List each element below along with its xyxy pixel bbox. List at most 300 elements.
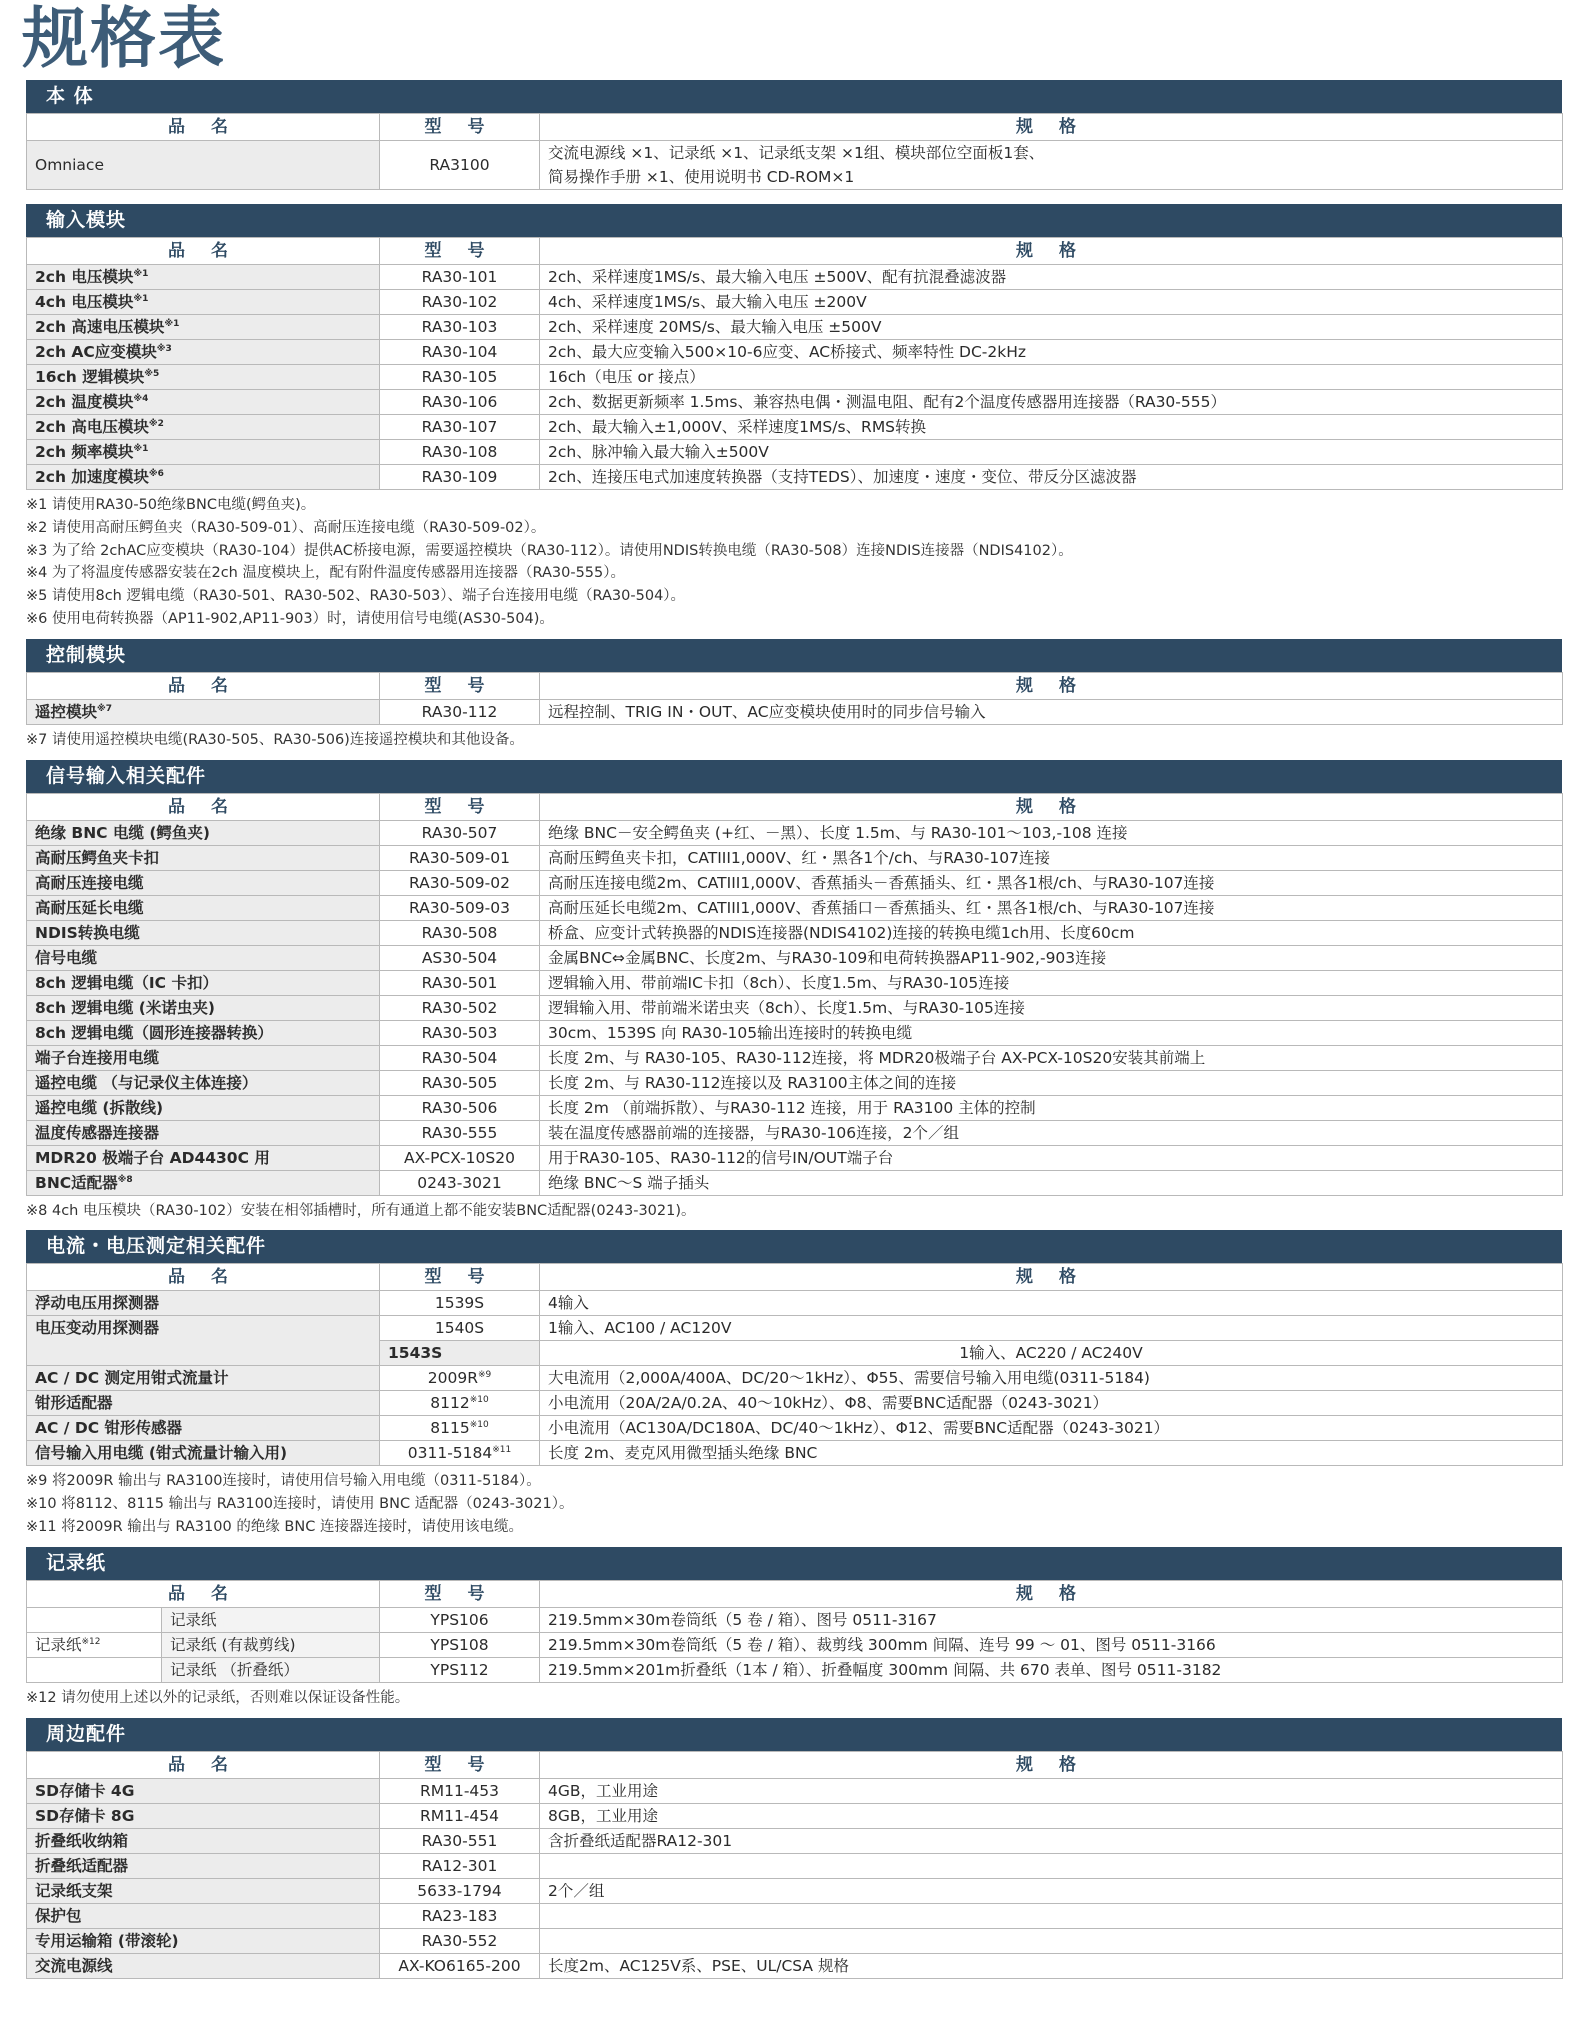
- footnotes: [26, 725, 1562, 760]
- product-model: RA30-103: [380, 315, 540, 340]
- product-name: [27, 1045, 380, 1070]
- product-model: [380, 1441, 540, 1466]
- product-spec: 219.5mm×30m卷筒纸（5 卷 / 箱）、图号 0511-3167: [540, 1607, 1563, 1632]
- product-name-text: MDR20 极端子台 AD4430C 用: [35, 1148, 270, 1167]
- product-name: [27, 1120, 380, 1145]
- footnote-mark: ※11: [492, 1445, 512, 1456]
- table-row: [27, 845, 1563, 870]
- product-name-text: 2ch 温度模块: [35, 393, 134, 411]
- product-spec: 16ch（电压 or 接点）: [540, 365, 1563, 390]
- product-name: [27, 920, 380, 945]
- table-row: [27, 1828, 1563, 1853]
- product-name-text: 保护包: [35, 1906, 82, 1925]
- product-spec: 219.5mm×201m折叠纸（1本 / 箱）、折叠幅度 300mm 间隔、共 670 表单、图号 0511-3182: [540, 1657, 1563, 1682]
- footnote-mark: ※1: [133, 443, 149, 454]
- header-name: 品 名: [27, 672, 380, 699]
- product-model: 5633-1794: [380, 1878, 540, 1903]
- product-model: RA30-506: [380, 1095, 540, 1120]
- section-title: 本 体: [26, 80, 1562, 113]
- product-model: RA30-105: [380, 365, 540, 390]
- footnotes: [26, 1466, 1562, 1546]
- product-spec: 2ch、采样速度 20MS/s、最大输入电压 ±500V: [540, 315, 1563, 340]
- table-row: [27, 1316, 1563, 1341]
- spec-line: 简易操作手册 ×1、使用说明书 CD-ROM×1: [548, 168, 855, 186]
- footnote: ※1 请使用RA30-50绝缘BNC电缆(鳄鱼夹)。: [26, 497, 316, 513]
- header-row: [27, 114, 1563, 141]
- header-name: 品 名: [27, 1751, 380, 1778]
- product-name-text: 记录纸支架: [35, 1881, 113, 1900]
- product-spec: [540, 1853, 1563, 1878]
- section-signal: [26, 760, 1562, 1231]
- section-peripheral: [26, 1718, 1562, 1979]
- table-row: [27, 1607, 1563, 1632]
- product-name-text: 端子台连接用电缆: [35, 1048, 160, 1067]
- product-spec: 远程控制、TRIG IN・OUT、AC应变模块使用时的同步信号输入: [540, 699, 1563, 724]
- product-name: [27, 1145, 380, 1170]
- product-name-text: SD存储卡 4G: [35, 1781, 135, 1800]
- product-spec: 4GB，工业用途: [540, 1778, 1563, 1803]
- table-row: [27, 699, 1563, 724]
- table-row: [27, 870, 1563, 895]
- product-spec: 桥盒、应变计式转换器的NDIS连接器(NDIS4102)连接的转换电缆1ch用、长度60cm: [540, 920, 1563, 945]
- footnote-mark: ※2: [148, 418, 164, 429]
- table-row: [27, 1928, 1563, 1953]
- product-name-text: SD存储卡 8G: [35, 1806, 135, 1825]
- product-model: RA30-101: [380, 265, 540, 290]
- header-model: 型 号: [380, 793, 540, 820]
- product-name: [27, 440, 380, 465]
- product-spec: 绝缘 BNC－安全鳄鱼夹 (+红、－黑）、长度 1.5m、与 RA30-101～103,-108 连接: [540, 820, 1563, 845]
- footnote: ※4 为了将温度传感器安装在2ch 温度模块上，配有附件温度传感器用连接器（RA30-555）。: [26, 565, 625, 582]
- product-name-text: 遥控电缆 （与记录仪主体连接）: [35, 1073, 258, 1092]
- product-model: 0243-3021: [380, 1170, 540, 1195]
- product-model: RA30-509-03: [380, 895, 540, 920]
- header-name: 品 名: [27, 1264, 380, 1291]
- product-spec: 高耐压连接电缆2m、CATIII1,000V、香蕉插头－香蕉插头、红・黑各1根/ch、与RA30-107连接: [540, 870, 1563, 895]
- product-spec: 1输入、AC220 / AC240V: [540, 1341, 1563, 1366]
- header-row: [27, 1264, 1563, 1291]
- product-name: [27, 1316, 380, 1366]
- page-title: 规格表: [22, 0, 226, 77]
- table-row: [27, 1045, 1563, 1070]
- product-name: [27, 315, 380, 340]
- product-name: [27, 945, 380, 970]
- footnote-mark: ※9: [477, 1370, 492, 1381]
- product-name: [27, 1903, 380, 1928]
- section-title: 记录纸: [26, 1547, 1562, 1580]
- product-model-text: 0311-5184: [407, 1444, 493, 1463]
- product-model: RA30-502: [380, 995, 540, 1020]
- product-model: AS30-504: [380, 945, 540, 970]
- product-name: [27, 1928, 380, 1953]
- product-model: [380, 1391, 540, 1416]
- table-row: [27, 1803, 1563, 1828]
- product-model: RA23-183: [380, 1903, 540, 1928]
- product-model: [380, 1316, 540, 1341]
- section-title: 信号输入相关配件: [26, 760, 1562, 793]
- table-row: [27, 1416, 1563, 1441]
- product-model: AX-KO6165-200: [380, 1953, 540, 1978]
- product-name: [27, 1366, 380, 1391]
- header-name: 品 名: [27, 793, 380, 820]
- product-model: RA30-552: [380, 1928, 540, 1953]
- footnote: ※5 请使用8ch 逻辑电缆（RA30-501、RA30-502、RA30-503）、端子台连接用电缆（RA30-504）。: [26, 588, 686, 605]
- header-model: 型 号: [380, 114, 540, 141]
- product-name-text: 8ch 逻辑电缆 (米诺虫夹): [35, 998, 215, 1017]
- product-name: [27, 390, 380, 415]
- product-name: [27, 970, 380, 995]
- footnote-mark: ※1: [133, 293, 149, 304]
- product-name-text: 8ch 逻辑电缆（IC 卡扣）: [35, 973, 218, 992]
- spec-table: [26, 1751, 1563, 1979]
- product-name-text: 16ch 逻辑模块: [35, 368, 145, 386]
- table-row: [27, 1145, 1563, 1170]
- header-spec: 规 格: [540, 114, 1563, 141]
- table-row: [27, 820, 1563, 845]
- product-name-text: 2ch AC应变模块: [35, 343, 157, 361]
- product-spec: 逻辑输入用、带前端米诺虫夹（8ch）、长度1.5m、与RA30-105连接: [540, 995, 1563, 1020]
- spec-table: [26, 237, 1563, 490]
- footnote: ※2 请使用高耐压鳄鱼夹（RA30-509-01）、高耐压连接电缆（RA30-509-02）。: [26, 519, 546, 536]
- product-model: RA30-504: [380, 1045, 540, 1070]
- product-name-text: AC / DC 测定用钳式流量计: [35, 1369, 229, 1388]
- table-row: [27, 895, 1563, 920]
- product-name-text: 高耐压连接电缆: [35, 873, 144, 892]
- product-spec: 长度 2m、与 RA30-105、RA30-112连接，将 MDR20极端子台 AX-PCX-10S20安装其前端上: [540, 1045, 1563, 1070]
- header-spec: 规 格: [540, 793, 1563, 820]
- product-model: [380, 1366, 540, 1391]
- product-name: [27, 1778, 380, 1803]
- product-spec: 小电流用（AC130A/DC180A、DC/40～1kHz）、Φ12、需要BNC适配器（0243-3021）: [540, 1416, 1563, 1441]
- table-row: [27, 1953, 1563, 1978]
- product-model: RA30-106: [380, 390, 540, 415]
- product-name-text: 2ch 加速度模块: [35, 468, 149, 486]
- product-name: [27, 265, 380, 290]
- product-model: RA30-107: [380, 415, 540, 440]
- table-row: [27, 920, 1563, 945]
- product-model: RA30-503: [380, 1020, 540, 1045]
- table-row: [27, 365, 1563, 390]
- footnote-mark: ※1: [164, 318, 180, 329]
- table-row: [27, 1291, 1563, 1316]
- product-spec: 高耐压鳄鱼夹卡扣，CATIII1,000V、红・黑各1个/ch、与RA30-107连接: [540, 845, 1563, 870]
- product-model: AX-PCX-10S20: [380, 1145, 540, 1170]
- table-row: [27, 1903, 1563, 1928]
- product-model: RA30-109: [380, 465, 540, 490]
- product-name-text: 8ch 逻辑电缆（圆形连接器转换）: [35, 1023, 273, 1042]
- product-name-text: 钳形适配器: [35, 1394, 113, 1413]
- table-row: [27, 995, 1563, 1020]
- product-model-text: 8112: [430, 1394, 470, 1413]
- product-name: [27, 699, 380, 724]
- table-row: [27, 141, 1563, 190]
- product-spec: 逻辑输入用、带前端IC卡扣（8ch）、长度1.5m、与RA30-105连接: [540, 970, 1563, 995]
- product-name: [27, 1170, 380, 1195]
- header-name: 品 名: [27, 238, 380, 265]
- product-spec: 长度2m、AC125V系、PSE、UL/CSA 规格: [540, 1953, 1563, 1978]
- header-model: 型 号: [380, 238, 540, 265]
- product-spec: 2个／组: [540, 1878, 1563, 1903]
- product-spec: 1输入、AC100 / AC120V: [540, 1316, 1563, 1341]
- paper-group-name: 记录纸: [35, 1635, 82, 1654]
- product-name: 记录纸 （折叠纸）: [162, 1658, 379, 1682]
- product-name-text: AC / DC 钳形传感器: [35, 1419, 182, 1438]
- product-name-text: 遥控电缆 (拆散线): [35, 1098, 164, 1117]
- header-name: 品 名: [27, 1580, 380, 1607]
- product-name: [27, 1095, 380, 1120]
- product-name: Omniace: [27, 141, 380, 190]
- product-name-text: 专用运输箱 (带滚轮): [35, 1931, 179, 1950]
- table-row: [27, 1878, 1563, 1903]
- section-title: 周边配件: [26, 1718, 1562, 1751]
- product-spec: 长度 2m （前端拆散）、与RA30-112 连接，用于 RA3100 主体的控制: [540, 1095, 1563, 1120]
- product-name: [27, 1953, 380, 1978]
- section-title: 电流・电压测定相关配件: [26, 1230, 1562, 1263]
- table-row: [27, 1778, 1563, 1803]
- footnote: ※3 为了给 2chAC应变模块（RA30-104）提供AC桥接电源，需要遥控模块（RA30-112）。请使用NDIS转换电缆（RA30-508）连接NDIS连接器（NDIS4102）。: [26, 542, 1073, 559]
- product-spec: 含折叠纸适配器RA12-301: [540, 1828, 1563, 1853]
- product-name: [27, 1391, 380, 1416]
- product-name: [27, 1878, 380, 1903]
- product-spec: [540, 141, 1563, 190]
- product-name: [27, 365, 380, 390]
- product-name: [27, 1803, 380, 1828]
- product-model-text: 1539S: [434, 1294, 485, 1313]
- section-current: [26, 1230, 1562, 1546]
- header-row: [27, 238, 1563, 265]
- footnotes: [26, 1196, 1562, 1231]
- product-name: [27, 340, 380, 365]
- table-row: [27, 970, 1563, 995]
- table-row: [27, 1853, 1563, 1878]
- product-model: RA30-555: [380, 1120, 540, 1145]
- product-spec: 长度 2m、麦克风用微型插头绝缘 BNC: [540, 1441, 1563, 1466]
- table-row: [27, 945, 1563, 970]
- product-spec: 2ch、数据更新频率 1.5ms、兼容热电偶・测温电阻、配有2个温度传感器用连接器（RA30-555）: [540, 390, 1563, 415]
- product-name-text: 4ch 电压模块: [35, 293, 134, 311]
- footnotes: [26, 490, 1562, 639]
- product-name-text: 2ch 电压模块: [35, 268, 134, 286]
- product-name: [27, 1020, 380, 1045]
- header-model: 型 号: [380, 1580, 540, 1607]
- product-model-text: 2009R: [427, 1369, 478, 1388]
- product-spec: 高耐压延长电缆2m、CATIII1,000V、香蕉插口－香蕉插头、红・黑各1根/ch、与RA30-107连接: [540, 895, 1563, 920]
- product-name-text: 遥控模块: [35, 702, 98, 721]
- product-model: RM11-453: [380, 1778, 540, 1803]
- header-spec: 规 格: [540, 1264, 1563, 1291]
- product-model: RA30-507: [380, 820, 540, 845]
- product-name: [27, 1853, 380, 1878]
- product-model-text: 1543S: [388, 1344, 443, 1363]
- product-spec: 装在温度传感器前端的连接器，与RA30-106连接，2个／组: [540, 1120, 1563, 1145]
- footnote-mark: ※3: [156, 343, 172, 354]
- product-name: [27, 1416, 380, 1441]
- product-name: [27, 995, 380, 1020]
- product-model: RA30-112: [380, 699, 540, 724]
- product-model: RA30-508: [380, 920, 540, 945]
- product-name-text: 2ch 高电压模块: [35, 418, 149, 436]
- header-model: 型 号: [380, 1264, 540, 1291]
- table-row: [27, 390, 1563, 415]
- product-name-text: 信号输入用电缆 (钳式流量计输入用): [35, 1444, 288, 1463]
- product-name-text: 信号电缆: [35, 948, 98, 967]
- table-row: [27, 290, 1563, 315]
- footnote-mark: ※4: [133, 393, 149, 404]
- product-name-text: 交流电源线: [35, 1956, 113, 1975]
- product-name: 记录纸: [162, 1608, 379, 1632]
- product-name-group: [27, 1632, 380, 1657]
- table-row: [27, 1095, 1563, 1120]
- product-spec: 2ch、最大应变输入500×10-6应变、AC桥接式、频率特性 DC-2kHz: [540, 340, 1563, 365]
- product-name-text: BNC适配器: [35, 1173, 118, 1192]
- footnote-mark: ※6: [148, 468, 164, 479]
- product-model: YPS112: [380, 1657, 540, 1682]
- product-name: [27, 415, 380, 440]
- table-row: [27, 340, 1563, 365]
- product-model: RM11-454: [380, 1803, 540, 1828]
- header-model: 型 号: [380, 1751, 540, 1778]
- product-model: [380, 1416, 540, 1441]
- footnote-mark: ※12: [81, 1636, 101, 1647]
- product-model: [380, 1341, 540, 1366]
- footnote-mark: ※1: [133, 268, 149, 279]
- product-spec: 绝缘 BNC～S 端子插头: [540, 1170, 1563, 1195]
- table-row: [27, 440, 1563, 465]
- product-name-text: 2ch 高速电压模块: [35, 318, 165, 336]
- header-spec: 规 格: [540, 672, 1563, 699]
- product-name-text: 高耐压鳄鱼夹卡扣: [35, 848, 160, 867]
- section-input: [26, 204, 1562, 639]
- section-paper: [26, 1547, 1562, 1718]
- table-row: [27, 265, 1563, 290]
- product-name-text: 温度传感器连接器: [35, 1123, 160, 1142]
- product-spec: 4输入: [540, 1291, 1563, 1316]
- section-body: [26, 80, 1562, 190]
- spec-sheet: [26, 80, 1562, 1979]
- footnote: ※11 将2009R 输出与 RA3100 的绝缘 BNC 连接器连接时，请使用该电缆。: [26, 1518, 523, 1535]
- product-name: [27, 290, 380, 315]
- table-row: [27, 1070, 1563, 1095]
- header-spec: 规 格: [540, 1751, 1563, 1778]
- product-spec: 用于RA30-105、RA30-112的信号IN/OUT端子台: [540, 1145, 1563, 1170]
- footnote-mark: ※10: [469, 1395, 489, 1406]
- product-name: [27, 1070, 380, 1095]
- product-name: [27, 1441, 380, 1466]
- header-spec: 规 格: [540, 1580, 1563, 1607]
- product-model: RA30-102: [380, 290, 540, 315]
- product-name-text: 2ch 频率模块: [35, 443, 134, 461]
- product-model-text: 1540S: [434, 1319, 485, 1338]
- product-model: RA30-551: [380, 1828, 540, 1853]
- product-name: [27, 845, 380, 870]
- product-model-text: 8115: [430, 1419, 470, 1438]
- table-row: [27, 1120, 1563, 1145]
- footnote: ※12 请勿使用上述以外的记录纸，否则难以保证设备性能。: [26, 1689, 410, 1706]
- product-model: YPS106: [380, 1607, 540, 1632]
- product-spec: 金属BNC⇔金属BNC、长度2m、与RA30-109和电荷转换器AP11-902,-903连接: [540, 945, 1563, 970]
- section-title: 输入模块: [26, 204, 1562, 237]
- header-name: 品 名: [27, 114, 380, 141]
- footnote: ※7 请使用遥控模块电缆(RA30-505、RA30-506)连接遥控模块和其他设备。: [26, 731, 524, 748]
- product-model: RA30-108: [380, 440, 540, 465]
- product-name-text: 浮动电压用探测器: [35, 1294, 160, 1313]
- product-model: RA30-501: [380, 970, 540, 995]
- footnote: ※9 将2009R 输出与 RA3100连接时，请使用信号输入用电缆（0311-5184）。: [26, 1473, 541, 1490]
- table-row: [27, 1020, 1563, 1045]
- product-model: [380, 1291, 540, 1316]
- header-spec: 规 格: [540, 238, 1563, 265]
- product-spec: 2ch、脉冲输入最大输入±500V: [540, 440, 1563, 465]
- product-name: [27, 1291, 380, 1316]
- header-row: [27, 1751, 1563, 1778]
- header-row: [27, 1580, 1563, 1607]
- header-model: 型 号: [380, 672, 540, 699]
- product-spec: 219.5mm×30m卷筒纸（5 卷 / 箱）、裁剪线 300mm 间隔、连号 99 ～ 01、图号 0511-3166: [540, 1632, 1563, 1657]
- spec-table: [26, 113, 1563, 190]
- product-name: [27, 895, 380, 920]
- product-name-text: NDIS转换电缆: [35, 923, 140, 942]
- product-model: RA30-104: [380, 340, 540, 365]
- product-spec: 4ch、采样速度1MS/s、最大输入电压 ±200V: [540, 290, 1563, 315]
- table-row: [27, 1366, 1563, 1391]
- product-name: [27, 820, 380, 845]
- table-row: [27, 1441, 1563, 1466]
- product-name: [27, 870, 380, 895]
- footnote-mark: ※7: [97, 703, 113, 714]
- product-spec: 8GB，工业用途: [540, 1803, 1563, 1828]
- footnote: ※6 使用电荷转换器（AP11-902,AP11-903）时，请使用信号电缆(AS30-504)。: [26, 610, 554, 627]
- section-title: 控制模块: [26, 639, 1562, 672]
- spec-table: [26, 1263, 1563, 1466]
- product-name-group: [27, 1657, 380, 1682]
- product-model: RA12-301: [380, 1853, 540, 1878]
- product-model: RA30-509-01: [380, 845, 540, 870]
- product-spec: 长度 2m、与 RA30-112连接以及 RA3100主体之间的连接: [540, 1070, 1563, 1095]
- product-name: [27, 1828, 380, 1853]
- footnote-mark: ※8: [117, 1174, 133, 1185]
- header-row: [27, 672, 1563, 699]
- header-row: [27, 793, 1563, 820]
- product-model: RA3100: [380, 141, 540, 190]
- product-spec: 30cm、1539S 向 RA30-105输出连接时的转换电缆: [540, 1020, 1563, 1045]
- product-model: RA30-505: [380, 1070, 540, 1095]
- footnote-mark: ※10: [469, 1420, 489, 1431]
- product-name-text: 折叠纸收纳箱: [35, 1831, 129, 1850]
- spec-table: [26, 672, 1563, 725]
- product-name: 记录纸 (有裁剪线): [162, 1633, 379, 1657]
- table-row: [27, 315, 1563, 340]
- product-model: RA30-509-02: [380, 870, 540, 895]
- table-row: [27, 1170, 1563, 1195]
- product-spec: 小电流用（20A/2A/0.2A、40～10kHz）、Φ8、需要BNC适配器（0243-3021）: [540, 1391, 1563, 1416]
- product-model: YPS108: [380, 1632, 540, 1657]
- footnote: ※8 4ch 电压模块（RA30-102）安装在相邻插槽时，所有通道上都不能安装BNC适配器(0243-3021)。: [26, 1202, 696, 1219]
- product-name-group: [27, 1607, 380, 1632]
- table-row: [27, 415, 1563, 440]
- product-name-text: 电压变动用探测器: [35, 1319, 160, 1338]
- product-name-text: 高耐压延长电缆: [35, 898, 144, 917]
- spec-table: [26, 1580, 1563, 1683]
- spec-table: [26, 793, 1563, 1196]
- product-name-text: 绝缘 BNC 电缆 (鳄鱼夹): [35, 823, 211, 842]
- product-spec: 2ch、最大输入±1,000V、采样速度1MS/s、RMS转换: [540, 415, 1563, 440]
- footnotes: [26, 1683, 1562, 1718]
- product-spec: 2ch、采样速度1MS/s、最大输入电压 ±500V、配有抗混叠滤波器: [540, 265, 1563, 290]
- section-control: [26, 639, 1562, 760]
- product-spec: [540, 1903, 1563, 1928]
- table-row: [27, 1657, 1563, 1682]
- spec-line: 交流电源线 ×1、记录纸 ×1、记录纸支架 ×1组、模块部位空面板1套、: [548, 144, 1045, 162]
